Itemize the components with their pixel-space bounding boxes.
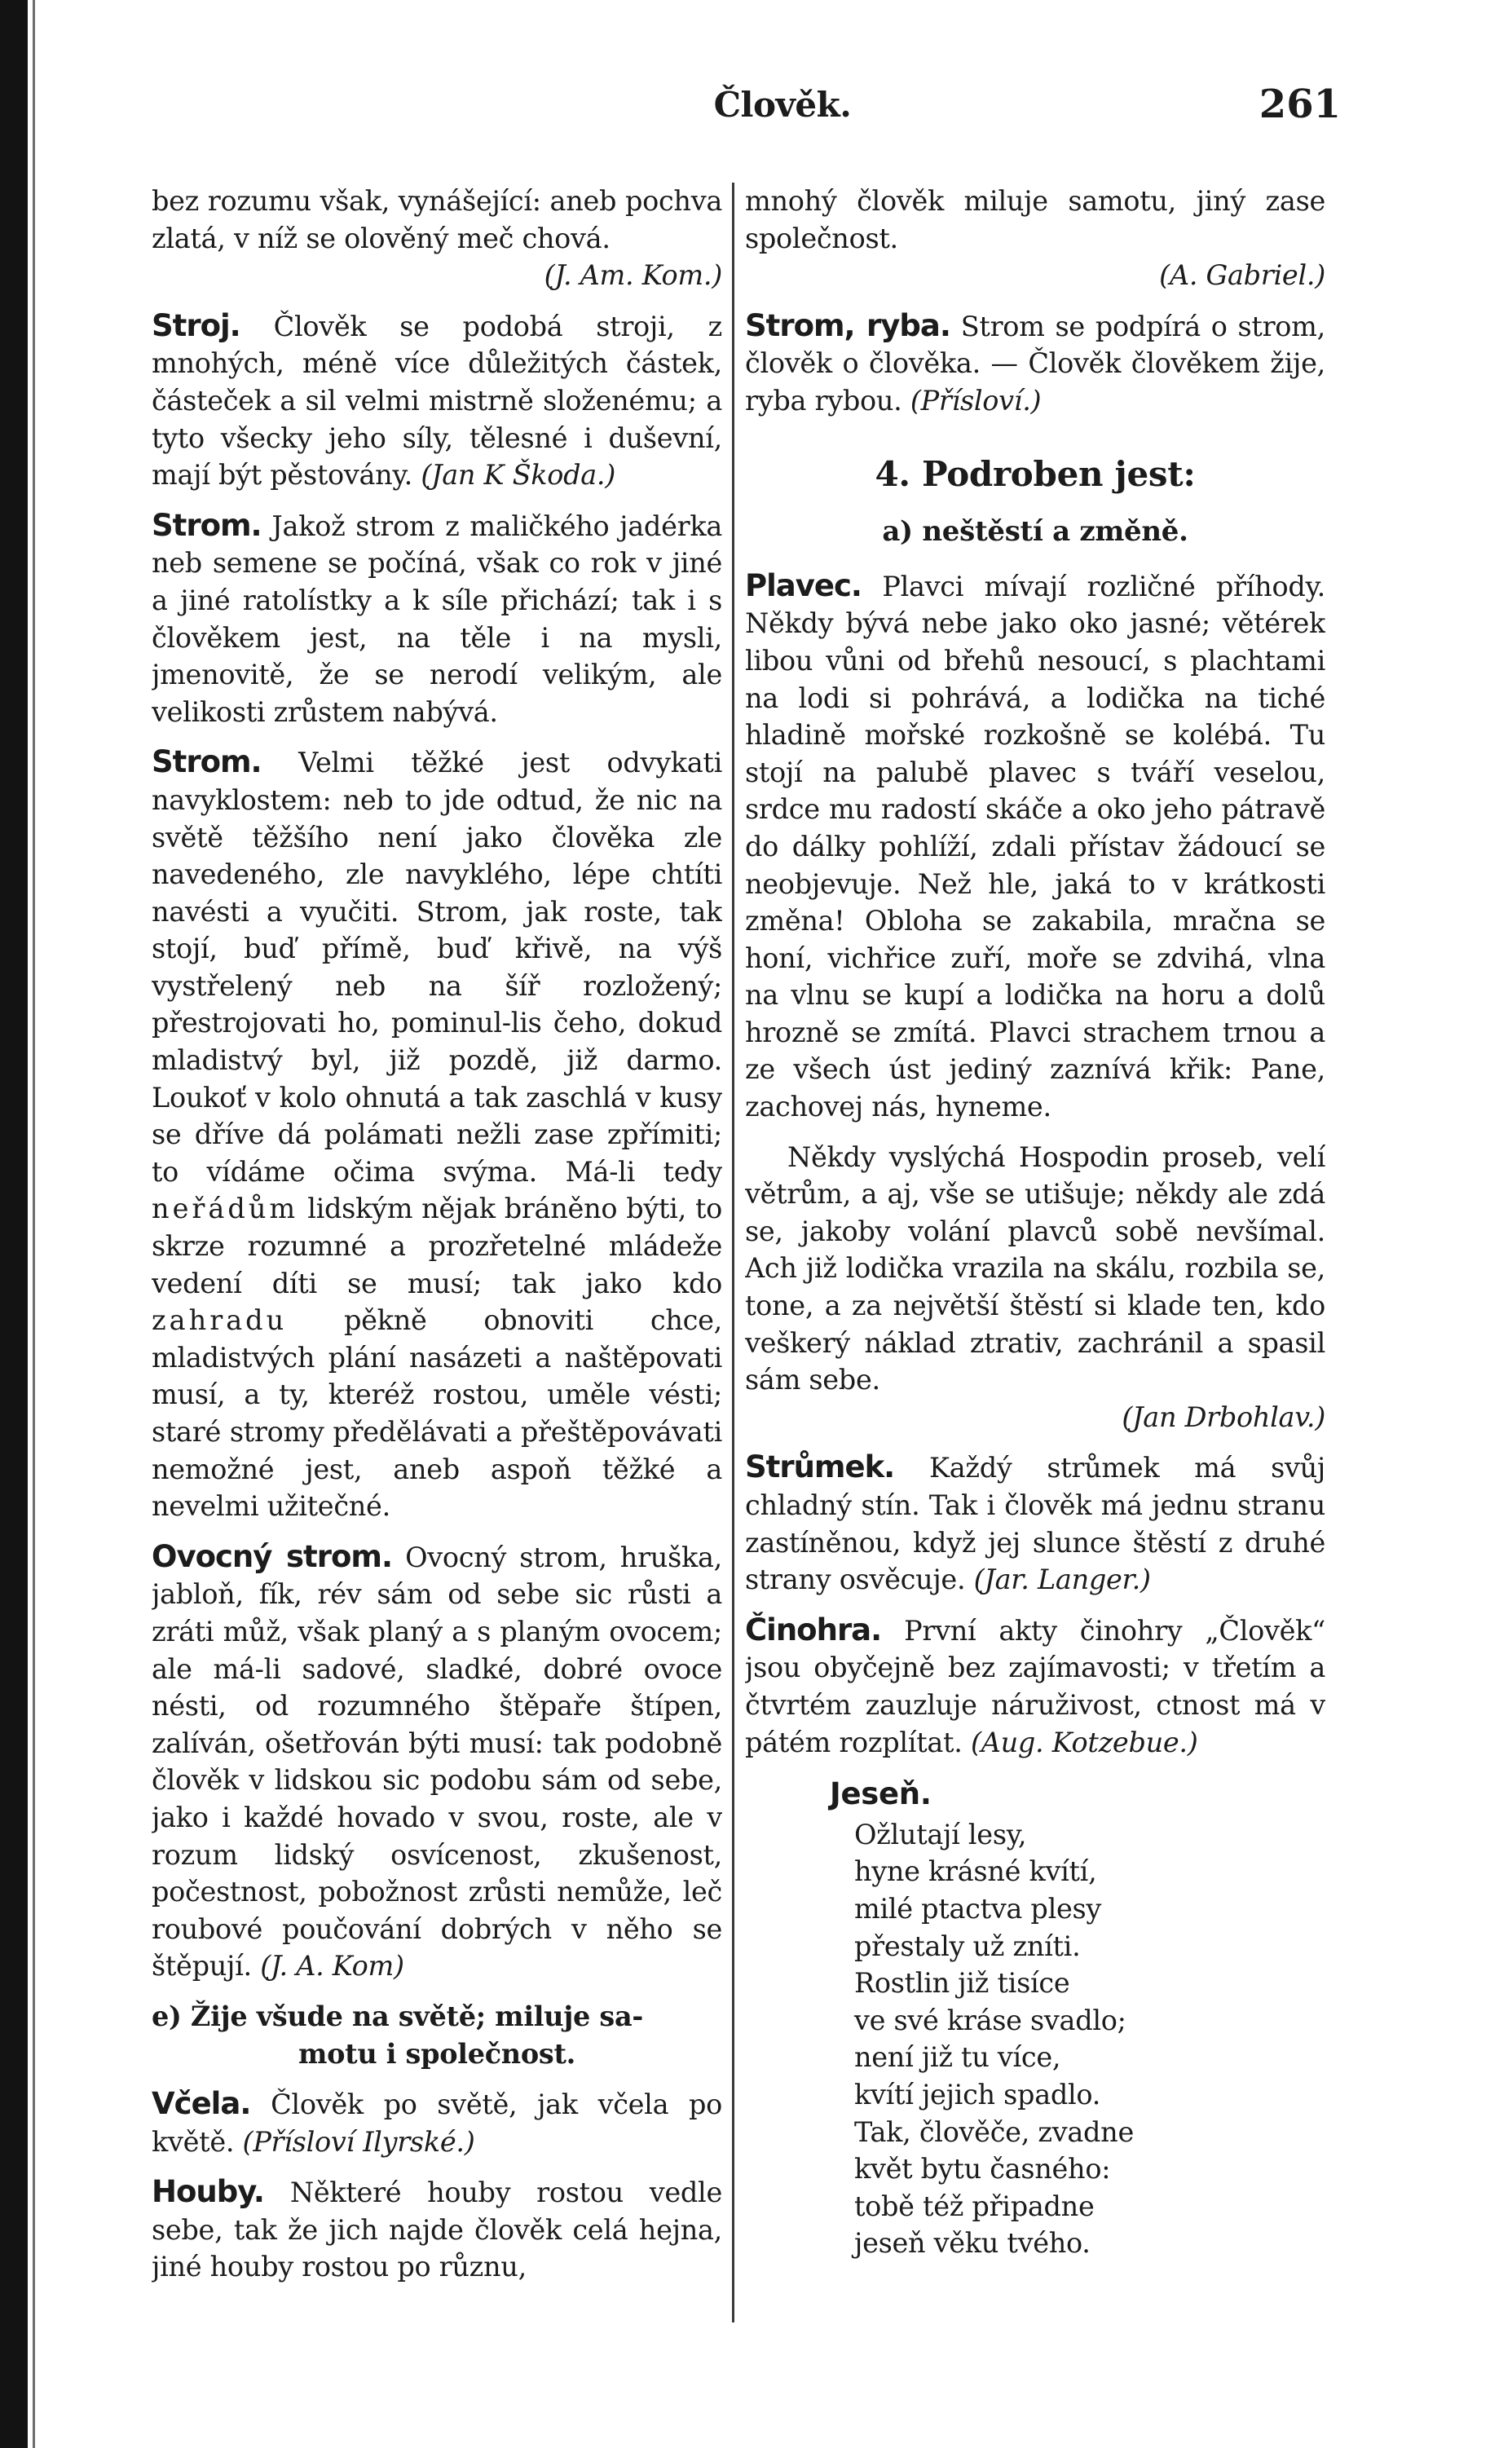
spaced-word: zahradu — [152, 1304, 288, 1337]
entry-text: Člověk se podobá stroji, z mnohých, méně více důležitých částek, částeček a sil velmi mistrně složenému; a tyto všecky jeho síly, tělesné i duševní, mají být pěstovány. — [152, 310, 722, 492]
entry-houby — [152, 2173, 722, 2286]
entry-cinohra — [745, 1612, 1325, 1761]
entry-text: Plavci mívají rozličné příhody. Někdy bývá nebe jako oko jasné; větérek libou vůni od břehů nesoucí, s plachtami na lodi si pohrává, a lodička na tiché hladině mořské rozkošně se kolébá. Tu stojí na palubě plavec s tváří veselou, srdce mu radostí skáče a oko jeho pátravě do dálky pohlíží, zdali přístav žádoucí se neobjevuje. Než hle, jaká to v krátkosti změna! Obloha se zakabila, mračna se honí, vichřice zuří, moře se zdvihá, vlna na vlnu se kupí a lodička na horu a dolů hrozně se zmítá. Plavci strachem trnou a ze všech úst jediný zaznívá křik: Pane, zachovej nás, hyneme. — [745, 570, 1325, 1123]
entry-text: Ovocný strom, hruška, jabloň, fík, rév sám od sebe sic růsti a zráti můž, však planý a s planým ovocem; ale má-li sadové, sladké, dobré ovoce nésti, od rozumného štěpaře štípen, zalíván, ošetřován býti musí: tak podobně člověk v lidskou sic podobu sám od sebe, jako i každé hovado v svou, roste, ale v rozum lidský osvícenost, zkušenost, počestnost, pobožnost zrůsti nemůže, leč roubové poučování dobrých v něho se štěpují. — [152, 1541, 722, 1983]
poem-title: Jeseň. — [830, 1776, 932, 1812]
entry-text: Každý strůmek má svůj chladný stín. Tak i člověk má jednu stranu zastíněnou, když jej slunce štěstí z druhé strany osvěcuje. — [745, 1452, 1325, 1596]
poem-line: kvítí jejich spadlo. — [854, 2078, 1101, 2111]
entry-plavec — [745, 567, 1325, 1126]
entry-strom-2 — [152, 743, 722, 1524]
attribution: (A. Gabriel.) — [1159, 259, 1325, 292]
attribution: (Aug. Kotzebue.) — [970, 1726, 1198, 1758]
entry-text: První akty činohry „Člověk“ jsou obyčejně bez zajímavosti; v třetím a čtvrtém zauzluje náruživost, ctnost má v pátém rozplítat. — [745, 1614, 1325, 1758]
entry-heading: Včela. — [152, 2086, 251, 2122]
poem-line: Rostlin již tisíce — [854, 1967, 1070, 2000]
entry-strom-1 — [152, 507, 722, 731]
entry-text: lidským nějak bráněno býti, to skrze rozumné a prozřetelné mládeže vedení díti se musí; tak jako kdo — [152, 1193, 722, 1299]
entry-heading: Strom. — [152, 507, 262, 543]
entry-heading: Houby. — [152, 2174, 264, 2210]
column-divider — [732, 183, 734, 2322]
paragraph-text: bez rozumu však, vynášející: aneb pochva zlatá, v níž se olověný meč chová. — [152, 185, 722, 254]
paragraph-text: mnohý člověk miluje samotu, jiný zase společnost. — [745, 185, 1325, 254]
entry-heading: Strom. — [152, 744, 262, 780]
entry-text: pěkně obnoviti chce, mladistvých plání nasázeti a naštěpovati musí, a ty, kteréž rostou, uměle vésti; staré stromy předělávati a přeštěpovávati nemožné jest, aneb aspoň těžké a nevelmi užitečné. — [152, 1304, 722, 1523]
page-number: 261 — [1259, 82, 1341, 127]
entry-ovocny-strom — [152, 1538, 722, 1985]
poem-line: tobě též připadne — [854, 2190, 1095, 2222]
entry-heading: Strůmek. — [745, 1449, 895, 1485]
spine-edge-line — [33, 0, 35, 2448]
poem — [854, 1816, 1325, 2262]
entry-heading: Činohra. — [745, 1612, 882, 1647]
book-spine-shadow — [0, 0, 28, 2448]
continued-paragraph — [152, 183, 722, 257]
left-column — [152, 183, 722, 2367]
poem-line: Tak, člověče, zvadne — [854, 2115, 1134, 2148]
attribution: (Přísloví Ilyrské.) — [242, 2125, 475, 2158]
subsection-heading: e) Žije všude na světě; miluje sa- — [152, 2000, 643, 2032]
entry-strom-ryba — [745, 307, 1325, 420]
entry-heading: Ovocný strom. — [152, 1538, 393, 1574]
right-column — [745, 183, 1325, 2367]
section-title: 4. Podroben jest: — [875, 453, 1196, 494]
attribution: (J. A. Kom) — [260, 1950, 404, 1983]
entry-text: Jakož strom z maličkého jadérka neb semene se počíná, však co rok v jiné a jiné ratolístky a k síle přichází; tak i s člověkem jest, na těle i na mysli, jmenovitě, že se nerodí velikým, ale velikosti zrůstem nabývá. — [152, 509, 722, 728]
poem-line: přestaly už zníti. — [854, 1930, 1081, 1962]
entry-text: Člověk po světě, jak včela po květě. — [152, 2089, 722, 2158]
poem-line: ve své kráse svadlo; — [854, 2004, 1126, 2036]
running-title: Člověk. — [713, 85, 852, 125]
attribution: (Jar. Langer.) — [973, 1564, 1151, 1596]
poem-line: není již tu více, — [854, 2041, 1061, 2074]
attribution: (Jan K Škoda.) — [421, 459, 616, 492]
attribution: (Přísloví.) — [910, 384, 1042, 417]
poem-line: hyne krásné kvítí, — [854, 1855, 1097, 1888]
entry-heading: Strom, ryba. — [745, 307, 950, 343]
entry-heading: Plavec. — [745, 567, 862, 603]
spaced-word: neřádům — [152, 1193, 299, 1225]
entry-stroj — [152, 307, 722, 494]
poem-line: Ožlutají lesy, — [854, 1818, 1027, 1850]
attribution: (J. Am. Kom.) — [544, 259, 722, 292]
entry-strumek — [745, 1449, 1325, 1598]
entry-heading: Stroj. — [152, 307, 240, 343]
entry-text: Velmi těžké jest odvykati navyklostem: neb to jde odtud, že nic na světě těžšího není jako člověka zle navedeného, zle navyklého, lépe chtíti navésti a vyučiti. Strom, jak roste, tak stojí, buď přímě, buď křivě, na výš vystřelený neb na šíř rozložený; přestrojovati ho, pominul-lis čeho, dokud mladistvý byl, již pozdě, již darmo. Loukoť v kolo ohnutá a tak zaschlá v kusy se dříve dá polámati nežli zase zpřímiti; to vídáme očima svýma. Má-li tedy — [152, 747, 722, 1188]
poem-line: milé ptactva plesy — [854, 1892, 1102, 1925]
entry-text: Někdy vyslýchá Hospodin proseb, velí větrům, a aj, vše se utišuje; někdy ale zdá se, jakoby volání plavců sobě nevšímal. Ach již lodička vrazila na skálu, rozbila se, tone, a za největší štěstí si klade ten, kdo veškerý náklad ztrativ, zachránil a spasil sám sebe. — [745, 1140, 1325, 1396]
entry-text: Některé houby rostou vedle sebe, tak že jich najde člověk celá hejna, jiné houby rostou po různu, — [152, 2177, 722, 2283]
poem-line: květ bytu časného: — [854, 2153, 1111, 2186]
entry-text: Strom se podpírá o strom, člověk o člověka. — Člověk člověkem žije, ryba rybou. — [745, 310, 1325, 417]
continued-paragraph — [745, 183, 1325, 257]
subsection-heading-continued: motu i společnost. — [298, 2037, 576, 2070]
entry-plavec-continued — [745, 1139, 1325, 1399]
entry-vcela — [152, 2085, 722, 2160]
poem-line: jeseň věku tvého. — [854, 2227, 1091, 2260]
attribution: (Jan Drbohlav.) — [1122, 1400, 1325, 1433]
subsection-heading: a) neštěstí a změně. — [882, 515, 1188, 549]
